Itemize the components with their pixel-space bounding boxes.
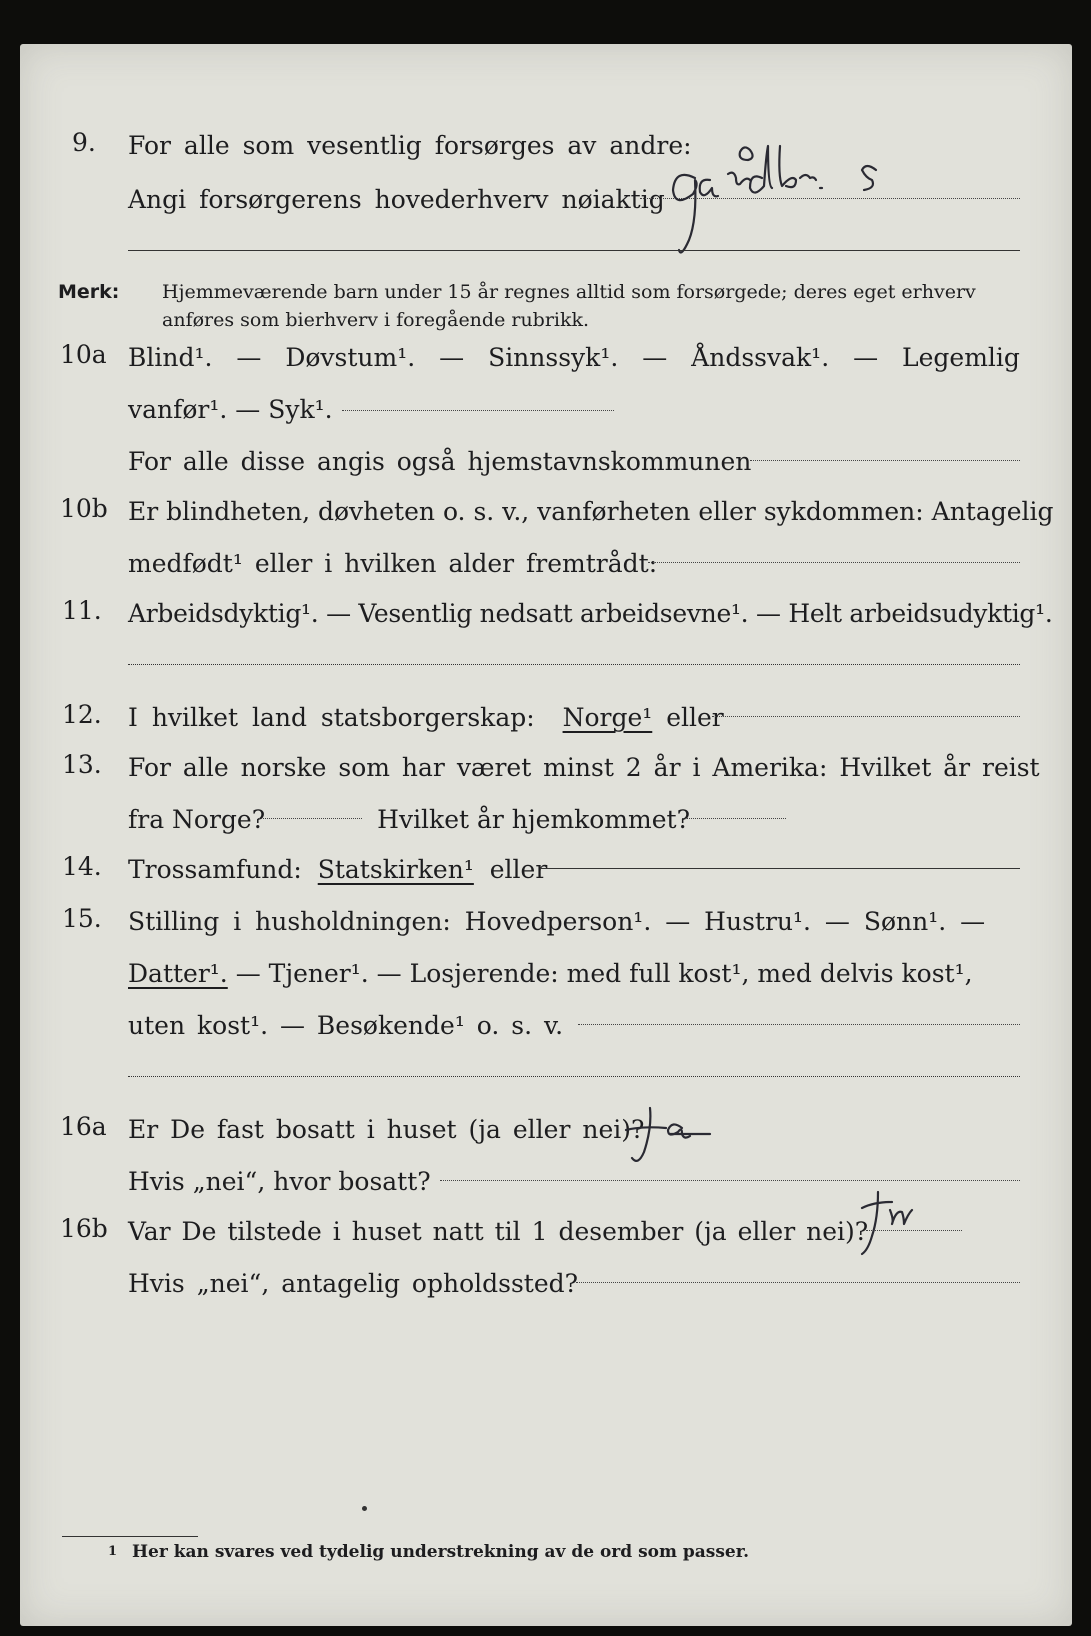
q10b-alder-line: [648, 562, 1020, 563]
q16b-line1: Var De tilstede i huset natt til 1 desember (ja eller nei)?: [128, 1217, 869, 1246]
q13-line1: For alle norske som har været minst 2 år i Amerika: Hvilket år reist: [128, 753, 1040, 782]
q16b-line2: Hvis „nei“, antagelig opholdssted?: [128, 1269, 579, 1298]
q11-rule: [128, 664, 1020, 665]
q10a-andssvak: Åndssvak¹.: [691, 343, 830, 372]
q10b-line2: medfødt¹ eller i hvilken alder fremtrådt:: [128, 549, 658, 578]
q9-handwritten-answer: [650, 130, 980, 260]
q14-line1: [128, 842, 547, 882]
q9-line1: For alle som vesentlig forsørges av andre:: [128, 131, 692, 160]
q16b-number: 16b: [60, 1214, 108, 1243]
q10a-number: 10a: [60, 340, 107, 369]
footnote-marker: 1: [108, 1544, 118, 1559]
q16a-line2: Hvis „nei“, hvor bosatt?: [128, 1167, 431, 1196]
q12-number: 12.: [62, 700, 102, 729]
q16a-bosatt-line: [440, 1180, 1020, 1181]
footnote-text: Her kan svares ved tydelig understrekning av de ord som passer.: [132, 1542, 750, 1562]
q9-line2: Angi forsørgerens hovederhverv nøiaktig: [128, 185, 665, 214]
q11-number: 11.: [62, 596, 102, 625]
q14-statskirken-option: Statskirken¹: [317, 855, 474, 884]
q14-number: 14.: [62, 852, 102, 881]
q13-number: 13.: [62, 750, 102, 779]
q10a-line3: For alle disse angis også hjemstavnskommunen: [128, 447, 752, 476]
q10b-line1: Er blindheten, døvheten o. s. v., vanførheten eller sykdommen: Antagelig: [128, 497, 1054, 526]
q10a-line2: vanfør¹. — Syk¹.: [128, 395, 333, 424]
q10a-dash-1: —: [236, 343, 262, 372]
q10a-legemlig: Legemlig: [902, 343, 1020, 372]
q13-reist-question: fra Norge?: [128, 805, 266, 834]
q13-hjemkommet-question: Hvilket år hjemkommet?: [377, 805, 691, 834]
q10a-blind: Blind¹.: [128, 343, 213, 372]
q14-question: Trossamfund:: [128, 855, 302, 884]
q12-line1: [128, 690, 724, 730]
q12-question: I hvilket land statsborgerskap:: [128, 703, 535, 732]
q9-rule: [128, 250, 1020, 251]
q13-reist-line: [258, 818, 362, 819]
q10a-dash-4: —: [853, 343, 879, 372]
merk-line2: anføres som bierhverv i foregående rubrikk.: [162, 309, 590, 331]
merk-line1: Hjemmeværende barn under 15 år regnes alltid som forsørgede; deres eget erhverv: [162, 281, 976, 303]
ink-dot: [362, 1506, 367, 1511]
q16a-line1: Er De fast bosatt i huset (ja eller nei)?: [128, 1115, 645, 1144]
q10a-line1: [128, 330, 1020, 370]
q14-eller: eller: [489, 855, 548, 884]
q16b-handwritten-answer: [850, 1188, 950, 1268]
q16b-opholdssted-line: [576, 1282, 1020, 1283]
merk-label: Merk:: [58, 281, 120, 303]
q12-answer-line: [712, 716, 1020, 717]
q12-norge-option: Norge¹: [562, 703, 653, 732]
q15-line2: [128, 946, 1020, 986]
q12-eller: eller: [666, 703, 724, 732]
q13-hjemkommet-line: [682, 818, 786, 819]
q14-answer-line: [540, 868, 1020, 869]
q11-line1: Arbeidsdyktig¹. — Vesentlig nedsatt arbeidsevne¹. — Helt arbeidsudyktig¹.: [128, 599, 1053, 628]
q10a-hjemstavn-line: [750, 460, 1020, 461]
q10a-dovstum: Døvstum¹.: [285, 343, 416, 372]
q15-number: 15.: [62, 904, 102, 933]
q16a-handwritten-answer: [620, 1100, 740, 1180]
q13-line2: [128, 792, 690, 832]
q16a-number: 16a: [60, 1112, 107, 1141]
footnote-rule: [62, 1536, 198, 1537]
q15-datter-option: Datter¹.: [128, 959, 228, 988]
q15-line2-rest: — Tjener¹. — Losjerende: med full kost¹, med delvis kost¹,: [235, 959, 973, 988]
q15-line3: uten kost¹. — Besøkende¹ o. s. v.: [128, 1011, 564, 1040]
q10b-number: 10b: [60, 494, 108, 523]
q10a-syk-line: [342, 410, 614, 411]
q9-number: 9.: [72, 128, 96, 157]
q10a-sinnssyk: Sinnssyk¹.: [488, 343, 619, 372]
q10a-dash-3: —: [642, 343, 668, 372]
q10a-dash-2: —: [439, 343, 465, 372]
q15-line1: Stilling i husholdningen: Hovedperson¹. — Hustru¹. — Sønn¹. —: [128, 907, 986, 936]
q15-answer-line: [578, 1024, 1020, 1025]
q15-rule: [128, 1076, 1020, 1077]
